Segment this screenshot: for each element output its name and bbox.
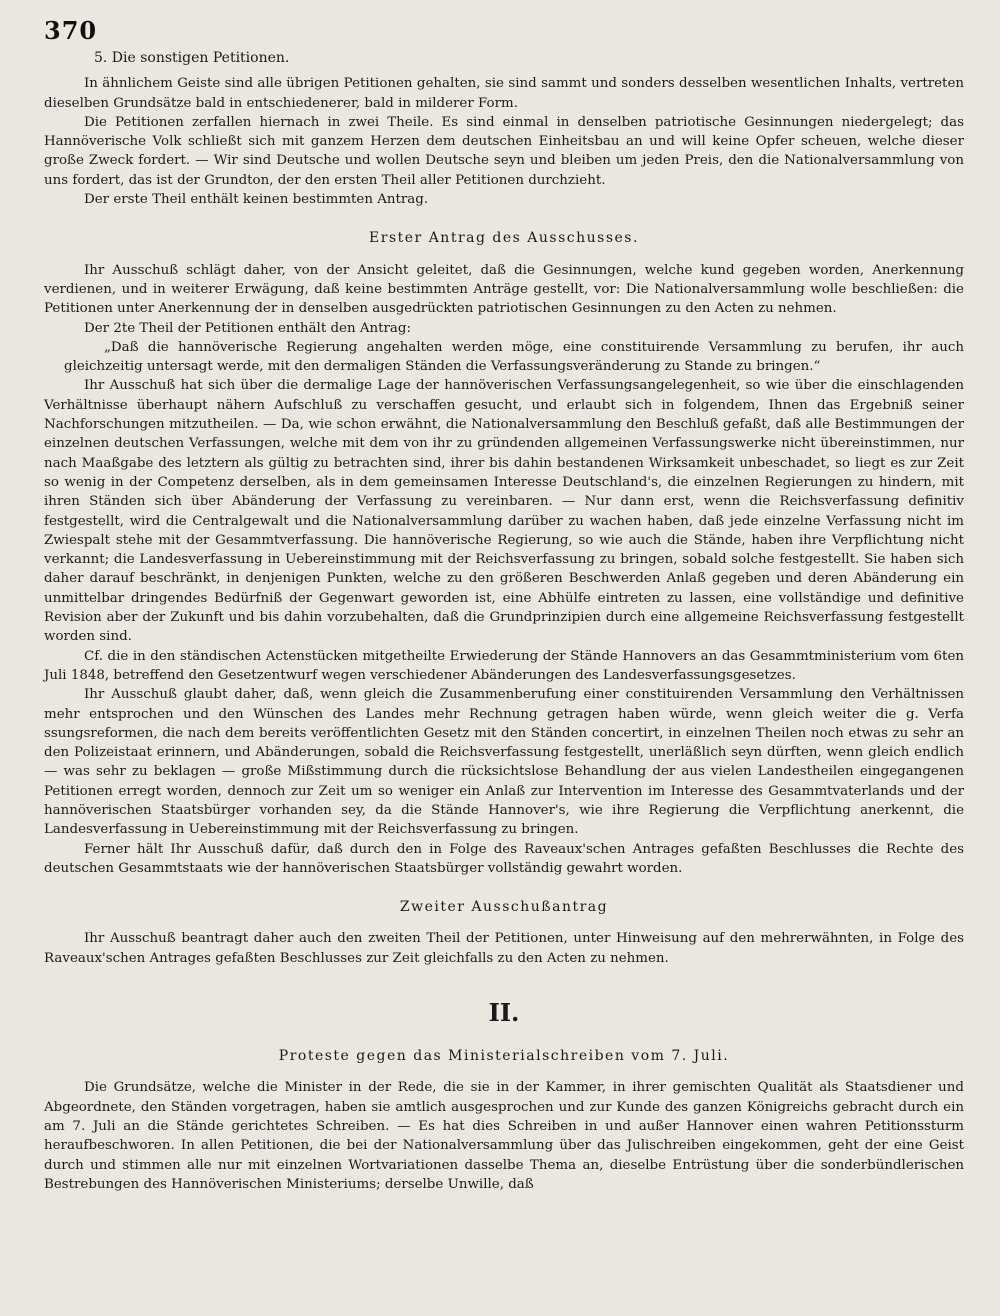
paragraph-6: Ihr Ausschuß hat sich über die dermalige Lage der hannöverischen Verfassungsangelegenheit, so wie über die einschlagenden Verhältnisse überhaupt nähern Aufschluß zu verschaffen gesucht, und erlaubt sich in folgendem, Ihnen das Ergebniß seiner Nachforschungen mitzutheilen. — Da, wie schon erwähnt, die Nationalversammlung den Beschluß gefaßt, daß alle Bestimmungen der einzelnen deutschen Verfassungen, welche mit dem von ihr zu gründenden allgemeinen Verfassungswerke nicht übereinstimmen, nur nach Maaßgabe des letztern als gültig zu betrachten sind, ihrer bis dahin bestandenen Wirksamkeit unbeschadet, so liegt es zur Zeit so wenig in der Competenz derselben, als in dem gemeinsamen Interesse Deutschland's, die einzelnen Regierungen zu hindern, mit ihren Ständen sich über Abänderung der Verfassung zu vereinbaren. — Nur dann erst, wenn die Reichsverfassung definitiv festgestellt, wird die Centralgewalt und die Nationalversammlung darüber zu wachen haben, daß jede einzelne Verfassung nicht im Zwiespalt stehe mit der Gesammtverfassung. Die hannöverische Regierung, so wie auch die Stände, haben ihre Verpflichtung nicht verkannt; die Landesverfassung in Uebereinstimmung mit der Reichsverfassung zu bringen, sobald solche festgestellt. Sie haben sich daher darauf beschränkt, in denjenigen Punkten, welche zu den größeren Beschwerden Anlaß gegeben und deren Abänderung ein unmittelbar dringendes Bedürfniß der Gegenwart geworden ist, eine Abhülfe eintreten zu lassen, eine vollständige und definitive Revision aber der Zukunft und bis dahin vorzubehalten, daß die Grundprinzipien durch eine allgemeine Reichsverfassung festgestellt worden sind.: [44, 378, 964, 645]
paragraph-10: Ihr Ausschuß beantragt daher auch den zweiten Theil der Petitionen, unter Hinweisung auf den mehrerwähnten, in Folge des Raveaux'schen Antrages gefaßten Beschlusses zur Zeit gleichfalls zu den Acten zu nehmen.: [44, 931, 964, 966]
section-heading: 5. Die sonstigen Petitionen.: [94, 50, 290, 66]
heading-first-motion: Erster Antrag des Ausschusses.: [369, 230, 639, 247]
heading-protests: Proteste gegen das Ministerialschreiben vom 7. Juli.: [278, 1048, 730, 1065]
paragraph-11: Die Grundsätze, welche die Minister in der Rede, die sie in der Kammer, in ihrer gemischten Qualität als Staatsdiener und Abgeordnete, den Ständen vorgetragen, haben sie amtlich ausgesprochen und zur Kunde des ganzen Königreichs gebracht durch ein am 7. Juli an die Stände gerichtetes Schreiben. — Es hat dies Schreiben in und außer Hannover einen wahren Petitionssturm heraufbeschworen. In allen Petitionen, die bei der Nationalversammlung über das Julischreiben eingekommen, geht der eine Geist durch und stimmen alle nur mit einzelnen Wortvariationen dasselbe Thema an, dieselbe Entrüstung über die sonderbündlerischen Bestrebungen des Hannöverischen Ministeriums; derselbe Unwille, daß: [44, 1080, 964, 1192]
paragraph-7: Cf. die in den ständischen Actenstücken mitgetheilte Erwiederung der Stände Hannovers an das Gesammtministerium vom 6ten Juli 1848, betreffend den Gesetzentwurf wegen verschiedener Abänderungen des Landesverfassungsgesetzes.: [44, 648, 964, 683]
quote-block: „Daß die hannöverische Regierung angehalten werden möge, eine constituirende Versammlung zu berufen, ihr auch gleichzeitig untersagt werde, mit den dermaligen Ständen die Verfassungsveränderung zu Stande zu bringen.“: [64, 339, 964, 375]
heading-second-motion: Zweiter Ausschußantrag: [399, 899, 609, 916]
paragraph-1: In ähnlichem Geiste sind alle übrigen Petitionen gehalten, sie sind sammt und sonders desselben wesentlichen Inhalts, vertreten dieselben Grundsätze bald in entschiedenerer, bald in milderer Form.: [44, 76, 964, 111]
paragraph-5: Der 2te Theil der Petitionen enthält den Antrag:: [84, 320, 411, 336]
paragraph-4: Ihr Ausschuß schlägt daher, von der Ansicht geleitet, daß die Gesinnungen, welche kund gegeben worden, Anerkennung verdienen, und in weiterer Erwägung, daß keine bestimmten Anträge gestellt, vor: Die Nationalversammlung wolle beschließen: die Petitionen unter Anerkennung der in denselben ausgedrückten patriotischen Gesinnungen zu den Acten zu nehmen.: [44, 262, 964, 317]
paragraph-2: Die Petitionen zerfallen hiernach in zwei Theile. Es sind einmal in denselben patriotische Gesinnungen niedergelegt; das Hannöverische Volk schließt sich mit ganzem Herzen dem deutschen Einheitsbau an und will keine Opfer scheuen, welche dieser große Zweck fordert. — Wir sind Deutsche und wollen Deutsche seyn und bleiben um jeden Preis, den die Nationalversammlung von uns fordert, das ist der Grundton, der den ersten Theil aller Petitionen durchzieht.: [44, 114, 964, 188]
paragraph-8: Ihr Ausschuß glaubt daher, daß, wenn gleich die Zusammenberufung einer constituirenden Versammlung den Verhältnissen mehr entsprochen und den Wünschen des Landes mehr Rechnung getragen haben würde, wenn gleich weiter die g. Verfa ssungsreformen, die nach dem bereits veröffentlichten Gesetz mit den Ständen concertirt, in einzelnen Theilen noch etwas zu sehr an den Polizeistaat erinnern, und Abänderungen, sobald die Reichsverfassung festgestellt, unerläßlich seyn dürften, wenn gleich endlich — was sehr zu beklagen — große Mißstimmung durch die rücksichtslose Behandlung der aus vielen Landestheilen eingegangenen Petitionen erregt worden, dennoch zur Zeit um so weniger ein Anlaß zur Intervention im Interesse des Gesammtvaterlands und der hannöverischen Staatsbürger vorhanden sey, da die Stände Hannover's, wie ihre Regierung die Verpflichtung anerkennt, die Landesverfassung in Uebereinstimmung mit der Reichsverfassung zu bringen.: [44, 687, 964, 838]
page-number: 370: [44, 16, 98, 45]
paragraph-3: Der erste Theil enthält keinen bestimmten Antrag.: [84, 192, 429, 208]
paragraph-9: Ferner hält Ihr Ausschuß dafür, daß durch den in Folge des Raveaux'schen Antrages gefaßten Beschlusses die Rechte des deutschen Gesammtstaats wie der hannöverischen Staatsbürger vollständig gewahrt worden.: [44, 841, 964, 876]
section-roman-numeral: II.: [488, 998, 520, 1028]
